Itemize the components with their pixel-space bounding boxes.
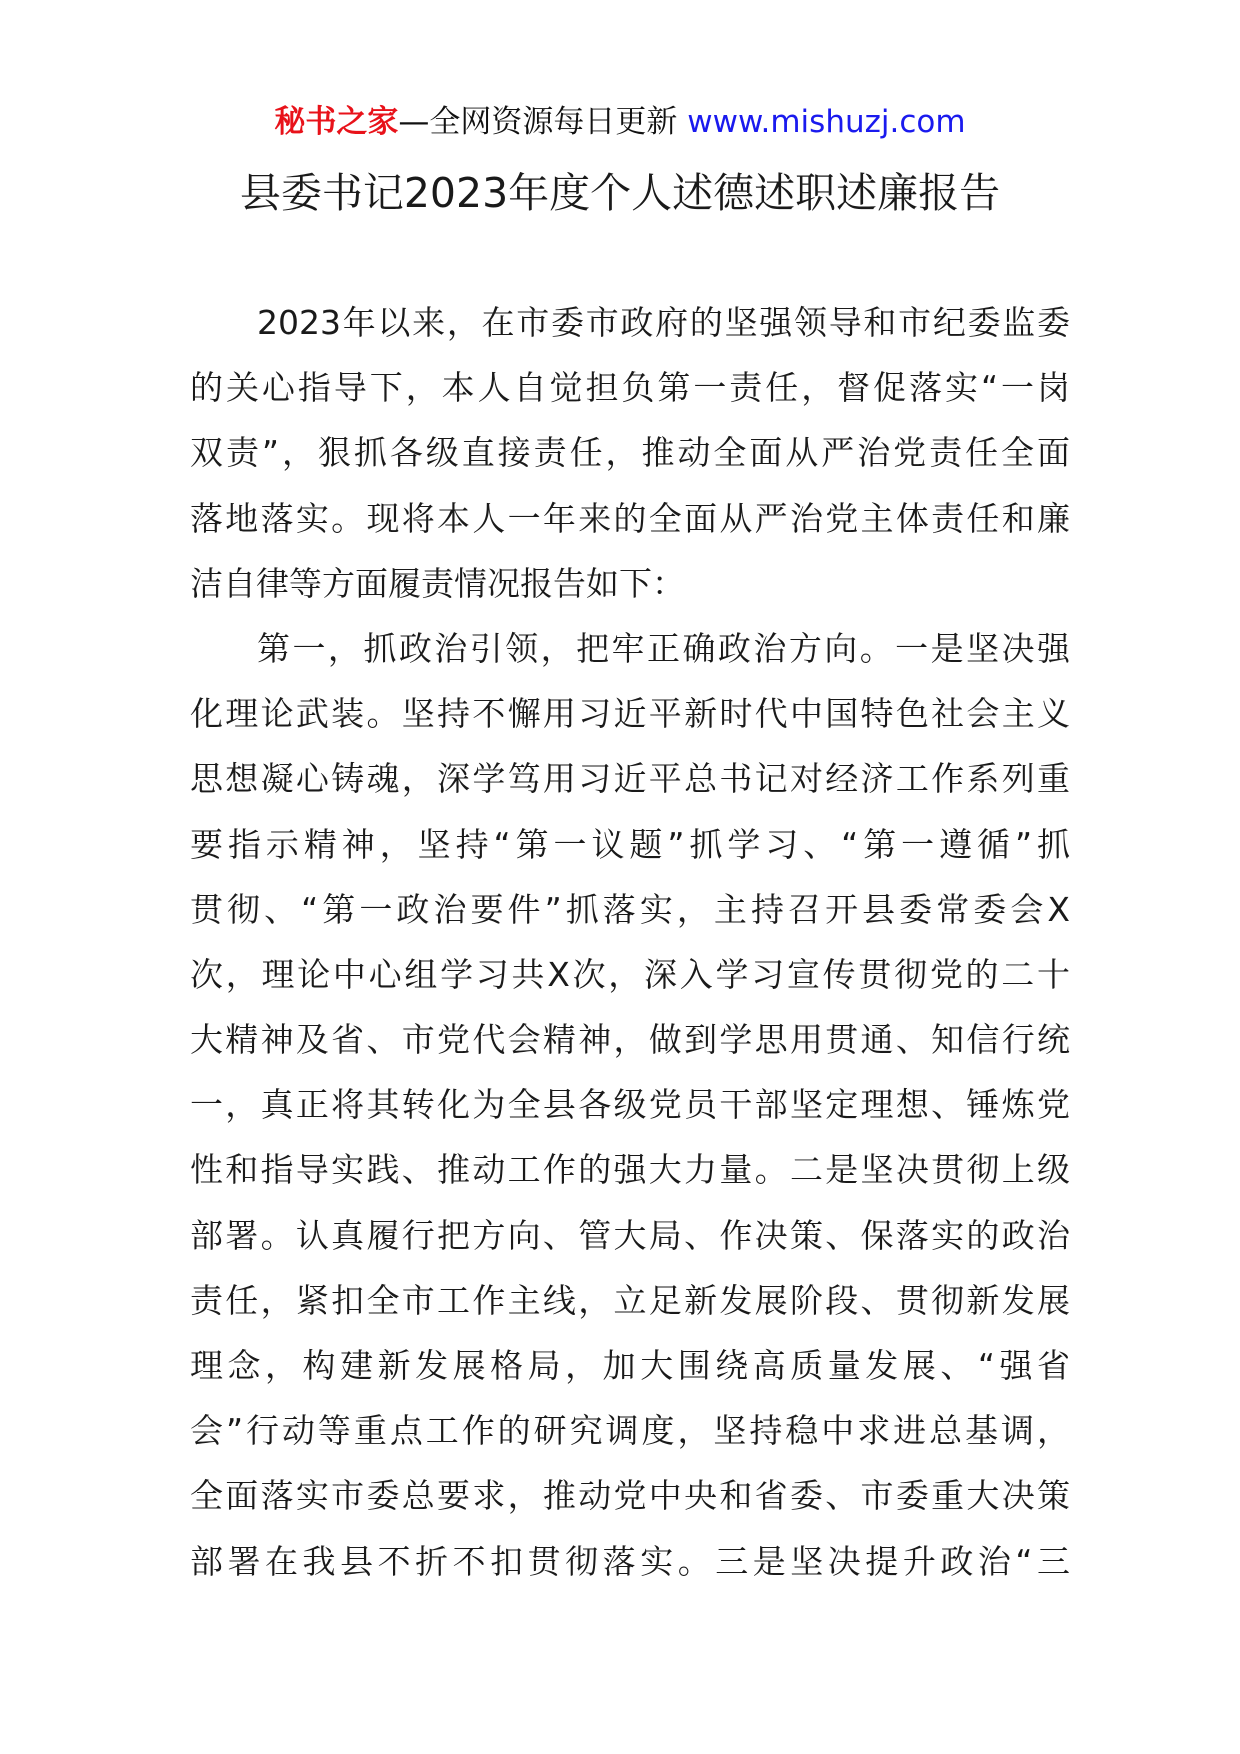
body-line: 化理论武装。坚持不懈用习近平新时代中国特色社会主义	[190, 694, 1070, 734]
body-line: 全面落实市委总要求，推动党中央和省委、市委重大决策	[190, 1476, 1070, 1516]
body-line: 责任，紧扣全市工作主线，立足新发展阶段、贯彻新发展	[190, 1280, 1070, 1320]
body-line: 部署在我县不折不扣贯彻落实。三是坚决提升政治“三	[190, 1541, 1070, 1581]
body-line: 洁自律等方面履责情况报告如下：	[190, 563, 685, 603]
body-line: 2023年以来，在市委市政府的坚强领导和市纪委监委	[257, 303, 1070, 342]
site-banner	[0, 102, 1240, 142]
body-line: 会”行动等重点工作的研究调度，坚持稳中求进总基调，	[190, 1411, 1070, 1451]
body-line: 性和指导实践、推动工作的强大力量。二是坚决贯彻上级	[190, 1150, 1070, 1190]
document-body	[190, 290, 1070, 1594]
body-line: 的关心指导下，本人自觉担负第一责任，督促落实“一岗	[190, 368, 1070, 408]
body-line: 一，真正将其转化为全县各级党员干部坚定理想、锤炼党	[190, 1085, 1070, 1125]
brand-tagline: —全网资源每日更新	[398, 104, 678, 140]
body-line: 次，理论中心组学习共X次，深入学习宣传贯彻党的二十	[190, 954, 1070, 994]
body-line: 要指示精神，坚持“第一议题”抓学习、“第一遵循”抓	[190, 824, 1070, 864]
body-line: 思想凝心铸魂，深学笃用习近平总书记对经济工作系列重	[190, 759, 1070, 799]
body-line: 理念，构建新发展格局，加大围绕高质量发展、“强省	[190, 1346, 1070, 1385]
site-url: www.mishuzj.com	[687, 104, 966, 140]
body-line: 第一，抓政治引领，把牢正确政治方向。一是坚决强	[257, 628, 1070, 668]
body-line: 部署。认真履行把方向、管大局、作决策、保落实的政治	[190, 1215, 1070, 1255]
body-line: 贯彻、“第一政治要件”抓落实，主持召开县委常委会X	[190, 889, 1070, 929]
body-line: 双责”，狠抓各级直接责任，推动全面从严治党责任全面	[190, 433, 1070, 473]
body-line: 大精神及省、市党代会精神，做到学思用贯通、知信行统	[190, 1020, 1070, 1060]
body-line: 落地落实。现将本人一年来的全面从严治党主体责任和廉	[190, 498, 1070, 538]
brand-name: 秘书之家	[274, 104, 399, 140]
document-title: 县委书记2023年度个人述德述职述廉报告	[239, 169, 1001, 217]
